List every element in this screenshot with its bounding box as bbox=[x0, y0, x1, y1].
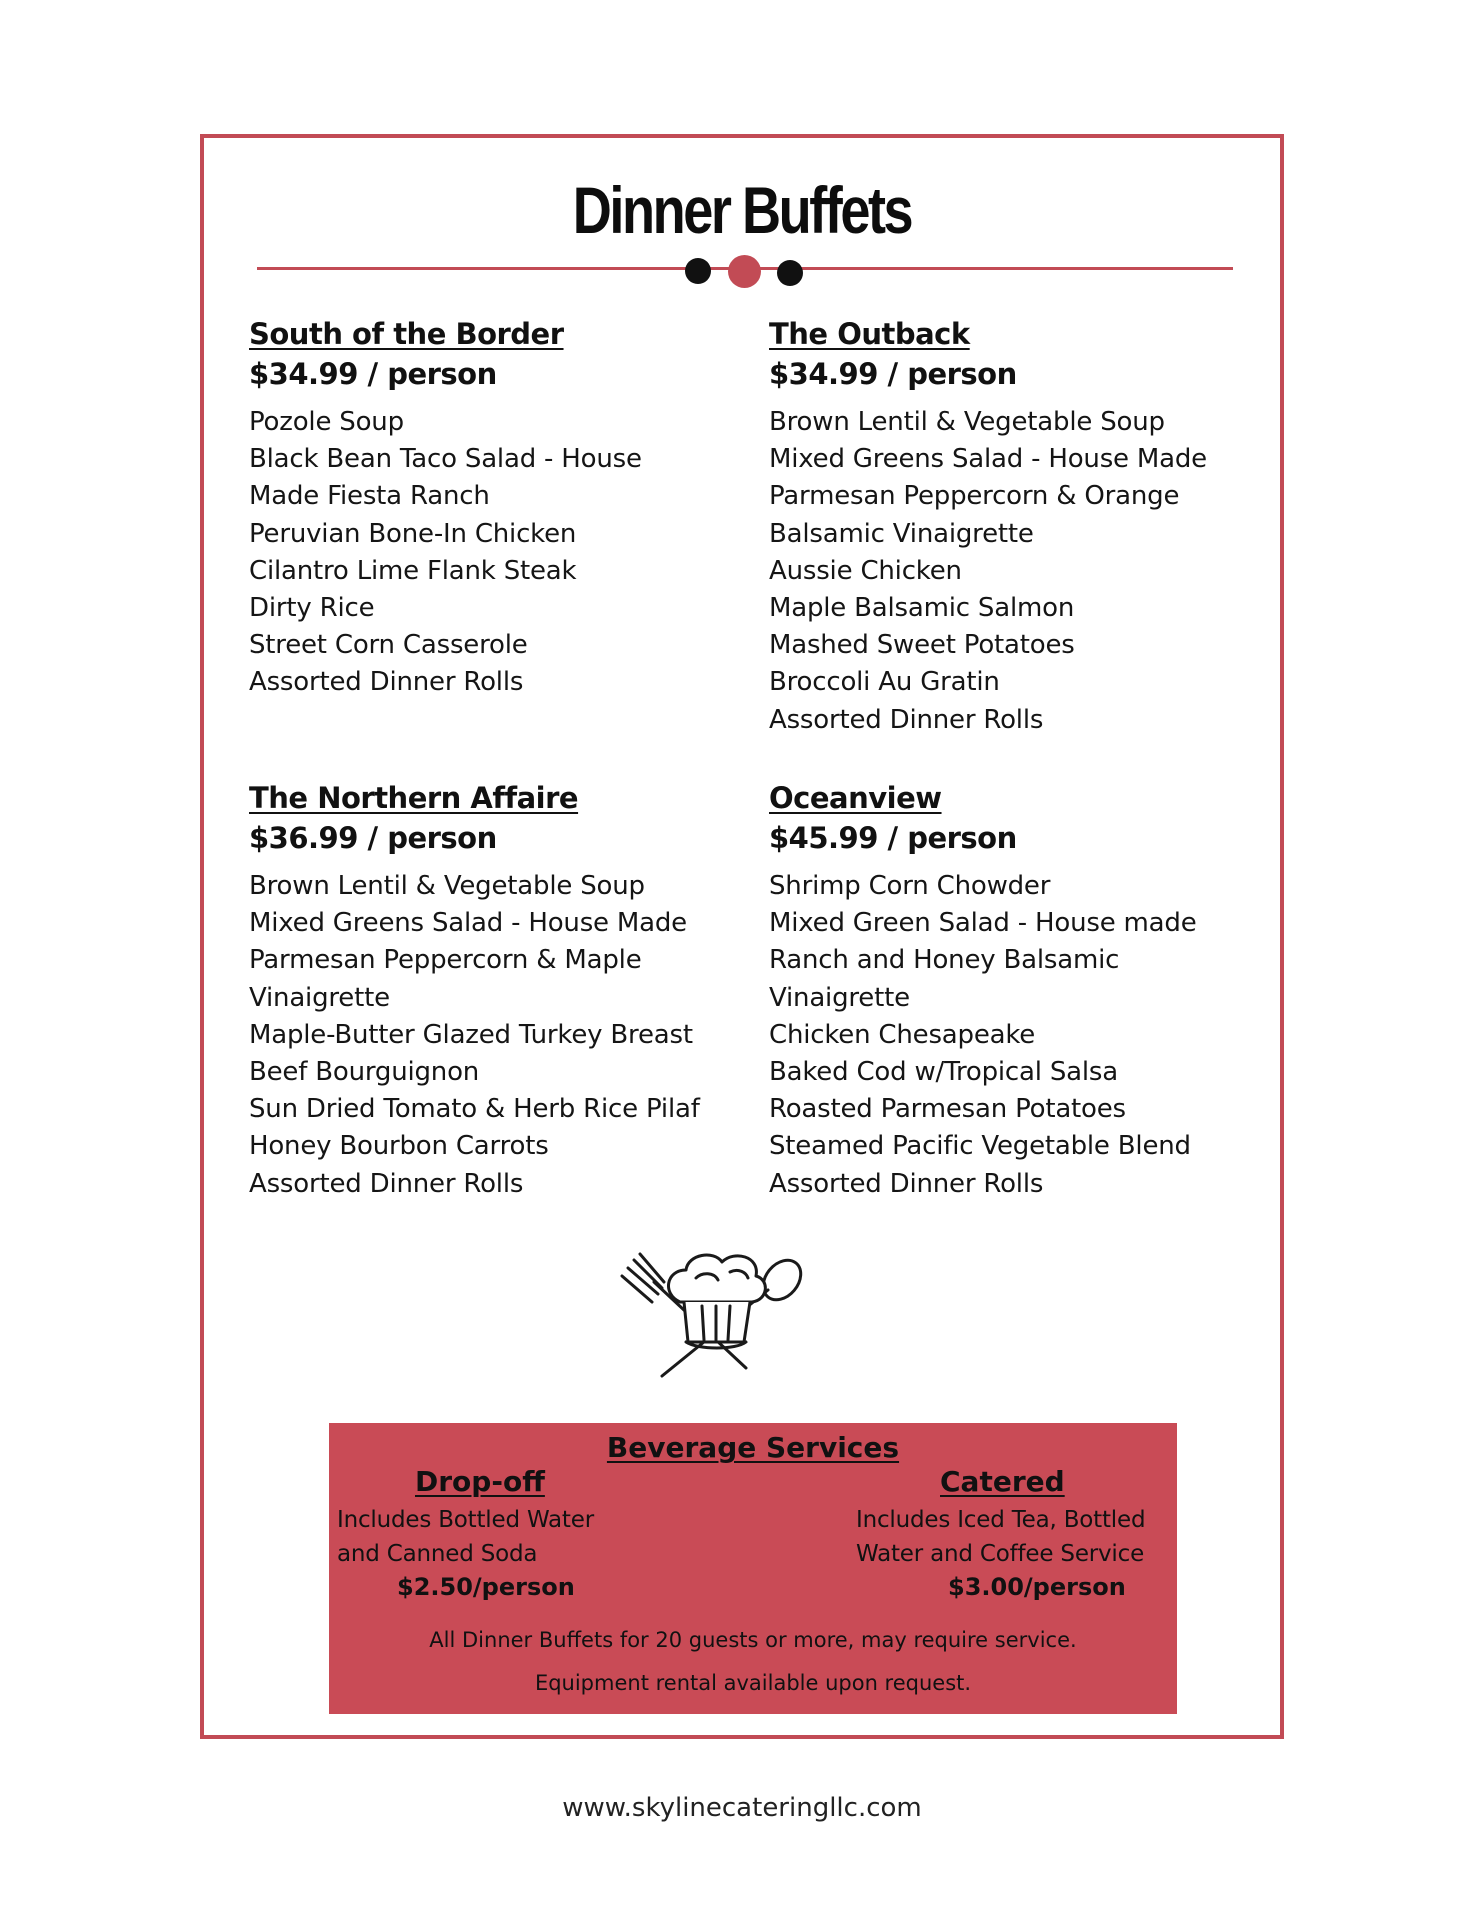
buffet-section-the-outback bbox=[769, 314, 1249, 739]
menu-item-list bbox=[249, 868, 729, 1203]
section-name: The Northern Affaire bbox=[249, 781, 579, 815]
buffet-section-the-northern-affaire bbox=[249, 778, 729, 1203]
menu-item: Assorted Dinner Rolls bbox=[249, 667, 524, 698]
menu-item: Street Corn Casserole bbox=[249, 630, 528, 661]
menu-item-list bbox=[769, 868, 1249, 1203]
menu-item: Vinaigrette bbox=[249, 982, 390, 1013]
divider-dot-center bbox=[728, 255, 761, 288]
divider-dot-right bbox=[777, 260, 803, 286]
dropoff-price: $2.50/person bbox=[397, 1573, 575, 1601]
section-name: The Outback bbox=[769, 317, 970, 351]
menu-item: Chicken Chesapeake bbox=[769, 1019, 1036, 1050]
menu-item: Broccoli Au Gratin bbox=[769, 667, 1000, 698]
menu-item: Cilantro Lime Flank Steak bbox=[249, 555, 577, 586]
section-price: $34.99 / person bbox=[249, 357, 497, 391]
chef-hat-utensils-icon bbox=[618, 1242, 808, 1382]
menu-item: Brown Lentil & Vegetable Soup bbox=[249, 871, 645, 901]
page-title: Dinner Buffets bbox=[572, 173, 912, 247]
menu-item: Made Fiesta Ranch bbox=[249, 481, 490, 512]
menu-item: Peruvian Bone-In Chicken bbox=[249, 518, 577, 549]
menu-item: Parmesan Peppercorn & Orange bbox=[769, 481, 1180, 512]
menu-item: Black Bean Taco Salad - House bbox=[249, 444, 642, 475]
menu-item: Steamed Pacific Vegetable Blend bbox=[769, 1131, 1191, 1162]
menu-item: Dirty Rice bbox=[249, 593, 375, 624]
menu-item: Assorted Dinner Rolls bbox=[249, 1168, 524, 1199]
beverage-services-box bbox=[329, 1423, 1177, 1714]
menu-item: Ranch and Honey Balsamic bbox=[769, 945, 1120, 976]
menu-item: Beef Bourguignon bbox=[249, 1057, 480, 1088]
menu-item-list bbox=[249, 404, 729, 702]
equipment-note: Equipment rental available upon request. bbox=[534, 1671, 972, 1695]
menu-item: Baked Cod w/Tropical Salsa bbox=[769, 1057, 1118, 1088]
service-note: All Dinner Buffets for 20 guests or more, may require service. bbox=[429, 1628, 1077, 1652]
menu-item: Assorted Dinner Rolls bbox=[769, 1168, 1044, 1199]
menu-item: Maple Balsamic Salmon bbox=[769, 593, 1075, 624]
section-name: Oceanview bbox=[769, 781, 942, 815]
divider-dot-left bbox=[685, 258, 711, 284]
menu-item: Vinaigrette bbox=[769, 982, 910, 1013]
menu-item-list bbox=[769, 404, 1249, 739]
menu-item: Maple-Butter Glazed Turkey Breast bbox=[249, 1019, 693, 1050]
footer-website: www.skylinecateringllc.com bbox=[562, 1793, 922, 1823]
catered-desc-line: Includes Iced Tea, Bottled bbox=[856, 1507, 1146, 1533]
dropoff-desc-line: and Canned Soda bbox=[337, 1541, 538, 1567]
section-price: $45.99 / person bbox=[769, 821, 1017, 855]
section-name: South of the Border bbox=[249, 317, 564, 351]
menu-item: Mashed Sweet Potatoes bbox=[769, 630, 1075, 661]
section-price: $34.99 / person bbox=[769, 357, 1017, 391]
menu-item: Aussie Chicken bbox=[769, 555, 962, 586]
menu-item: Balsamic Vinaigrette bbox=[769, 518, 1034, 549]
menu-item: Mixed Greens Salad - House Made bbox=[249, 908, 687, 939]
dropoff-heading: Drop-off bbox=[415, 1465, 545, 1498]
menu-item: Shrimp Corn Chowder bbox=[769, 871, 1051, 901]
menu-item: Brown Lentil & Vegetable Soup bbox=[769, 407, 1165, 437]
menu-item: Mixed Green Salad - House made bbox=[769, 908, 1197, 939]
buffet-section-south-of-the-border bbox=[249, 314, 729, 702]
menu-item: Mixed Greens Salad - House Made bbox=[769, 444, 1207, 475]
beverage-title: Beverage Services bbox=[606, 1431, 900, 1464]
menu-item: Assorted Dinner Rolls bbox=[769, 704, 1044, 735]
menu-item: Honey Bourbon Carrots bbox=[249, 1131, 549, 1162]
menu-item: Sun Dried Tomato & Herb Rice Pilaf bbox=[249, 1094, 700, 1125]
dropoff-description bbox=[337, 1503, 637, 1571]
buffet-section-oceanview bbox=[769, 778, 1249, 1203]
menu-item: Parmesan Peppercorn & Maple bbox=[249, 945, 642, 976]
catered-description bbox=[856, 1503, 1176, 1571]
catered-price: $3.00/person bbox=[948, 1573, 1126, 1601]
menu-item: Roasted Parmesan Potatoes bbox=[769, 1094, 1126, 1125]
menu-item: Pozole Soup bbox=[249, 407, 404, 437]
section-price: $36.99 / person bbox=[249, 821, 497, 855]
dropoff-desc-line: Includes Bottled Water bbox=[337, 1507, 594, 1533]
catered-heading: Catered bbox=[940, 1465, 1065, 1498]
catered-desc-line: Water and Coffee Service bbox=[856, 1541, 1145, 1567]
